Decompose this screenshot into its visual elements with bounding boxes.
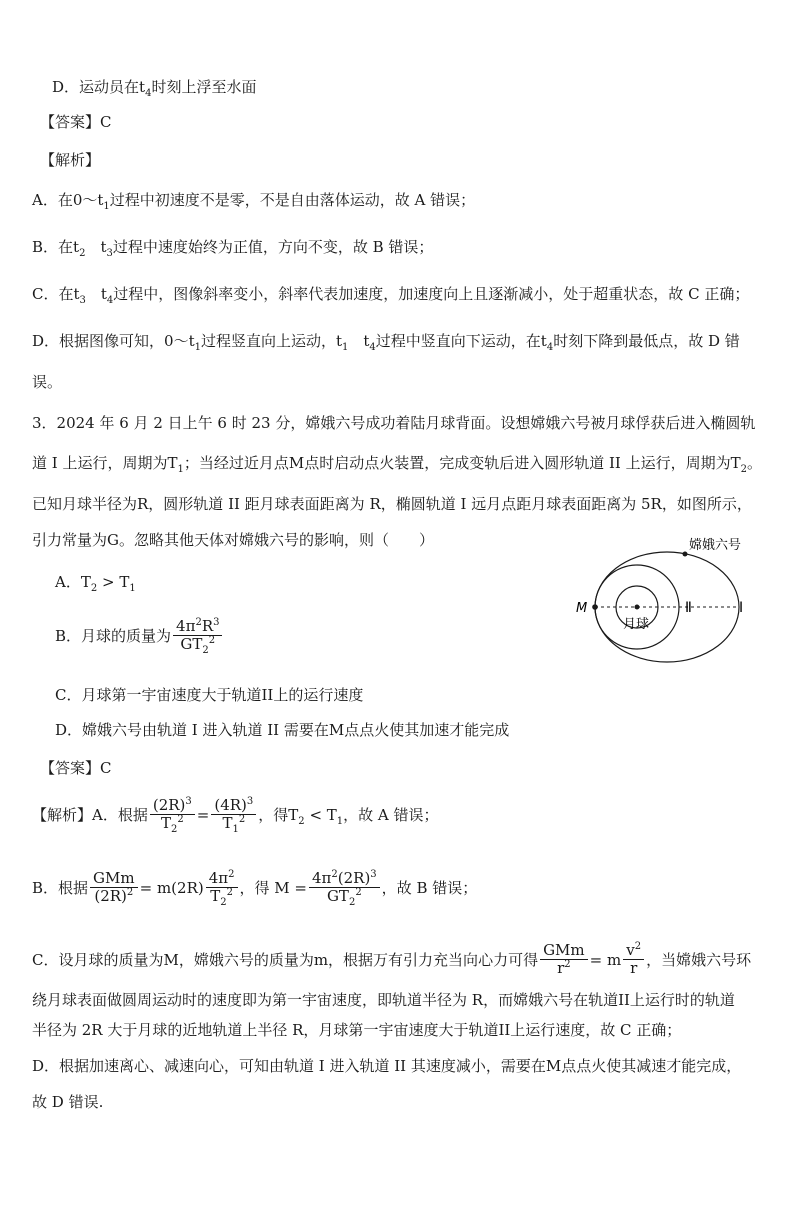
q3-analysis-d-line2: 故 D 错误.	[32, 1093, 104, 1111]
probe-label: 嫦娥六号	[689, 538, 742, 553]
velocity-fraction: $\frac{v^2}{r}$	[623, 942, 644, 978]
q2-analysis-d-line1: D．根据图像可知，$0\sim t_1$过程竖直向上运动，$t_1$ $t_4$过程中竖直向下运动，在$t_4$时刻下降到最低点，故 D 错	[32, 332, 740, 353]
q2-analysis-c: C．在$t_3$ $t_4$过程中，图像斜率变小，斜率代表加速度，加速度向上且逐渐减小，处于超重状态，故 C 正确；	[32, 285, 750, 306]
kepler-fraction-orbit1: $\frac{(4R)^3}{T_1^2}$	[211, 797, 256, 833]
orbit-diagram-svg	[565, 535, 765, 665]
point-m-dot	[592, 604, 598, 610]
q3-option-d: D．嫦娥六号由轨道 I 进入轨道 II 需要在M点点火使其加速才能完成	[55, 721, 510, 739]
q3-analysis-b: B．根据 $\frac{\text{GMm}}{(2R)^2}$ = m(2R) $\frac{4\pi^2}{T_2^2}$ ，得 M = $\frac{4\pi^2(2R)^3}{GT_2^2}$ ，故 B 错误；	[32, 869, 478, 909]
q3-analysis-c-line2: 绕月球表面做圆周运动时的速度即为第一宇宙速度，即轨道半径为 R，而嫦娥六号在轨道II上运行时的轨道	[32, 991, 735, 1009]
q3-analysis-a: 【解析】 A．根据 $\frac{(2R)^3}{T_2^2}$ = $\frac{(4R)^3}{T_1^2}$ ，得$T_2 < T_1$，故 A 错误；	[32, 796, 439, 836]
orbit-diagram	[565, 535, 765, 665]
mass-result-fraction: $\frac{4\pi^2(2R)^3}{GT_2^2}$	[309, 870, 380, 906]
q3-option-b: B．月球的质量为 $\frac{4\pi^2R^3}{GT_2^2}$	[55, 618, 224, 654]
q3-answer: 【答案】C	[40, 759, 112, 777]
orbit-1-label: Ⅰ	[739, 600, 744, 616]
q3-stem-line2: 道 I 上运行，周期为$T_1$；当经过近月点M点时启动点火装置，完成变轨后进入圆形轨道 II 上运行，周期为$T_2$。	[32, 454, 762, 475]
q2-answer: 【答案】C	[40, 113, 112, 131]
gravitation-fraction: $\frac{\text{GMm}}{r^2}$	[540, 942, 588, 978]
q3-analysis-c-line1: C．设月球的质量为M，嫦娥六号的质量为m，根据万有引力充当向心力可得 $\frac{\text{GMm}}{r^2}$ = m $\frac{v^2}{r}$ ，当嫦娥六号环	[32, 941, 752, 978]
moon-label: 月球	[623, 617, 650, 632]
q3-analysis-d-line1: D．根据加速离心、减速向心，可知由轨道 I 进入轨道 II 其速度减小，需要在M点点火使其减速才能完成，	[32, 1057, 742, 1075]
q2-analysis-label: 【解析】	[40, 151, 101, 169]
q2-analysis-d-line2: 误。	[32, 373, 63, 391]
q3-stem-line4: 引力常量为G。忽略其他天体对嫦娥六号的影响，则（ ）	[32, 531, 434, 549]
q2-analysis-b: B．在$t_2$ $t_3$过程中速度始终为正值，方向不变，故 B 错误；	[32, 238, 434, 259]
point-m-label: M	[576, 601, 588, 616]
kepler-fraction-orbit2: $\frac{(2R)^3}{T_2^2}$	[150, 797, 195, 833]
q3-option-a: A．$T_2 > T_1$	[55, 573, 136, 594]
centripetal-fraction: $\frac{4\pi^2}{T_2^2}$	[206, 870, 238, 906]
q2-option-d: D．运动员在$t_4$时刻上浮至水面	[52, 78, 257, 99]
probe-dot	[683, 552, 688, 557]
q2-analysis-a: A．在$0\sim t_1$过程中初速度不是零，不是自由落体运动，故 A 错误；	[32, 191, 476, 212]
moon-mass-fraction: $\frac{4\pi^2R^3}{GT_2^2}$	[173, 618, 222, 654]
q3-analysis-c-line3: 半径为 2R 大于月球的近地轨道上半径 R，月球第一宇宙速度大于轨道II上运行速度，故 C 正确；	[32, 1021, 682, 1039]
q3-option-c: C．月球第一宇宙速度大于轨道II上的运行速度	[55, 686, 364, 704]
q3-stem-line1: 3．2024 年 6 月 2 日上午 6 时 23 分，嫦娥六号成功着陆月球背面。设想嫦娥六号被月球俘获后进入椭圆轨	[32, 414, 756, 432]
q3-stem-line3: 已知月球半径为R，圆形轨道 II 距月球表面距离为 R，椭圆轨道 I 远月点距月球表面距离为 5R，如图所示，	[32, 495, 752, 513]
orbit-2-label: Ⅱ	[685, 600, 692, 616]
gravity-fraction: $\frac{\text{GMm}}{(2R)^2}$	[90, 870, 138, 906]
moon-center-dot	[635, 605, 640, 610]
